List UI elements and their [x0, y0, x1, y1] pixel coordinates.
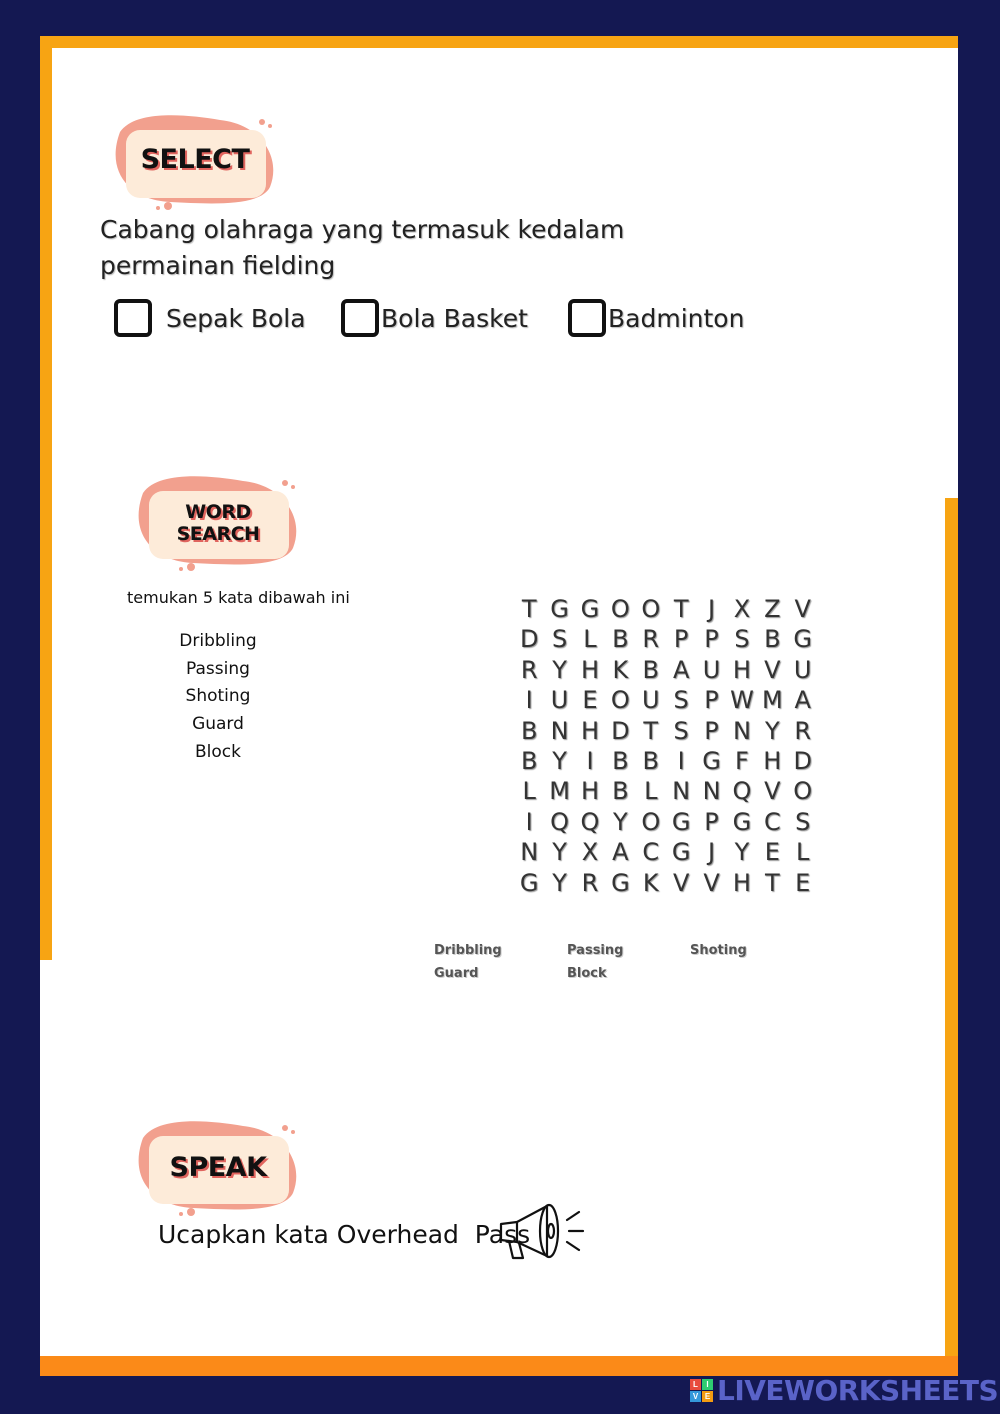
- grid-cell[interactable]: L: [522, 777, 536, 806]
- checkbox[interactable]: [114, 299, 152, 337]
- grid-cell[interactable]: G: [519, 868, 539, 897]
- grid-cell[interactable]: U: [550, 686, 569, 715]
- grid-cell[interactable]: Y: [552, 838, 567, 867]
- word-search-title-line2: SEARCH: [176, 523, 260, 545]
- grid-row: [514, 624, 818, 654]
- grid-cell[interactable]: N: [672, 777, 691, 806]
- grid-cell[interactable]: T: [521, 595, 537, 623]
- grid-cell[interactable]: P: [673, 625, 689, 654]
- logo-letter: E: [702, 1391, 713, 1402]
- grid-cell[interactable]: M: [761, 686, 783, 715]
- grid-cell[interactable]: U: [641, 686, 660, 715]
- logo-letter: I: [702, 1379, 713, 1390]
- grid-cell[interactable]: D: [519, 625, 539, 654]
- answer-word[interactable]: Shoting: [690, 943, 747, 958]
- word-list-item: Block: [195, 741, 241, 762]
- grid-cell[interactable]: B: [520, 716, 538, 745]
- grid-cell[interactable]: X: [581, 838, 599, 867]
- grid-row: [514, 655, 818, 685]
- grid-cell[interactable]: O: [793, 777, 813, 806]
- grid-cell[interactable]: O: [610, 686, 630, 715]
- grid-cell[interactable]: A: [794, 686, 811, 715]
- grid-cell[interactable]: H: [580, 655, 599, 684]
- grid-cell[interactable]: W: [730, 686, 754, 715]
- grid-cell[interactable]: G: [793, 625, 813, 654]
- logo-letter: V: [690, 1391, 701, 1402]
- grid-cell[interactable]: G: [550, 595, 569, 623]
- answer-word[interactable]: Block: [567, 966, 607, 981]
- grid-row: [514, 594, 818, 624]
- answer-word[interactable]: Guard: [434, 966, 479, 981]
- select-title: SELECT: [140, 144, 250, 175]
- grid-cell[interactable]: G: [671, 807, 691, 836]
- grid-cell[interactable]: L: [796, 838, 810, 867]
- megaphone-icon[interactable]: [497, 1198, 589, 1266]
- grid-cell[interactable]: Q: [580, 807, 600, 836]
- grid-cell[interactable]: R: [581, 868, 599, 897]
- checkbox[interactable]: [568, 299, 606, 337]
- option-label: Bola Basket: [381, 303, 528, 333]
- grid-cell[interactable]: S: [795, 807, 811, 836]
- select-badge: [110, 112, 280, 212]
- grid-cell[interactable]: E: [795, 868, 811, 897]
- grid-cell[interactable]: I: [525, 807, 533, 836]
- grid-cell[interactable]: Y: [552, 868, 567, 897]
- speak-prompt: Ucapkan kata Overhead Pass: [158, 1220, 531, 1249]
- grid-cell[interactable]: N: [520, 838, 539, 867]
- grid-cell[interactable]: Q: [550, 807, 570, 836]
- word-list-item: Dribbling: [179, 631, 257, 651]
- grid-cell[interactable]: D: [793, 746, 812, 775]
- grid-cell[interactable]: A: [612, 838, 629, 867]
- grid-cell[interactable]: B: [764, 625, 781, 654]
- grid-cell[interactable]: B: [520, 746, 538, 775]
- grid-cell[interactable]: Y: [613, 807, 628, 836]
- grid-cell[interactable]: O: [641, 807, 661, 836]
- grid-row: [514, 716, 818, 746]
- grid-cell[interactable]: B: [612, 777, 629, 806]
- grid-cell[interactable]: I: [525, 686, 533, 715]
- grid-cell[interactable]: V: [703, 868, 720, 897]
- speak-title: SPEAK: [169, 1152, 267, 1183]
- grid-cell[interactable]: S: [551, 625, 568, 654]
- grid-cell[interactable]: O: [610, 595, 630, 623]
- grid-cell[interactable]: S: [673, 686, 689, 715]
- grid-row: [514, 776, 818, 806]
- grid-cell[interactable]: J: [708, 595, 716, 623]
- word-list: [158, 628, 278, 767]
- grid-cell[interactable]: P: [704, 686, 719, 715]
- word-search-title-line1: WORD: [185, 501, 251, 523]
- grid-cell[interactable]: V: [672, 868, 690, 897]
- grid-cell[interactable]: P: [704, 625, 719, 654]
- word-list-item: Shoting: [185, 686, 251, 707]
- option-bola-basket[interactable]: [341, 296, 528, 340]
- grid-cell[interactable]: E: [582, 686, 598, 715]
- grid-cell[interactable]: L: [644, 777, 658, 806]
- grid-cell[interactable]: R: [520, 655, 538, 684]
- grid-cell[interactable]: Q: [732, 777, 752, 806]
- grid-cell[interactable]: A: [672, 655, 690, 684]
- border-right: [945, 498, 958, 1376]
- grid-cell[interactable]: T: [764, 868, 780, 897]
- grid-cell[interactable]: V: [764, 655, 781, 684]
- grid-cell[interactable]: G: [702, 746, 721, 775]
- grid-cell[interactable]: S: [734, 625, 750, 654]
- grid-cell[interactable]: G: [671, 838, 691, 867]
- grid-cell[interactable]: G: [611, 868, 630, 897]
- grid-cell[interactable]: X: [733, 595, 751, 623]
- option-label: Sepak Bola: [166, 303, 306, 333]
- answer-word[interactable]: Dribbling: [434, 943, 502, 958]
- grid-cell[interactable]: T: [643, 716, 659, 745]
- select-question: Cabang olahraga yang termasuk kedalam permainan fielding: [100, 215, 625, 280]
- brand-logo-icon: [690, 1379, 713, 1402]
- grid-cell[interactable]: U: [793, 655, 812, 684]
- border-left: [40, 36, 52, 960]
- grid-cell[interactable]: B: [612, 625, 629, 654]
- grid-cell[interactable]: H: [580, 777, 599, 806]
- grid-cell[interactable]: B: [642, 655, 659, 684]
- grid-cell[interactable]: Y: [552, 655, 567, 684]
- border-top: [40, 36, 958, 48]
- grid-cell[interactable]: F: [735, 746, 749, 775]
- liveworksheets-logo[interactable]: [690, 1373, 999, 1407]
- grid-cell[interactable]: P: [704, 807, 719, 836]
- grid-cell[interactable]: N: [732, 716, 751, 745]
- grid-cell[interactable]: V: [794, 595, 811, 623]
- word-search-title: [133, 501, 303, 545]
- grid-cell[interactable]: B: [642, 746, 659, 775]
- grid-row: [514, 746, 818, 776]
- grid-cell[interactable]: Y: [552, 746, 567, 775]
- grid-cell[interactable]: B: [612, 746, 629, 775]
- grid-cell[interactable]: Z: [764, 595, 781, 623]
- grid-cell[interactable]: I: [586, 746, 594, 775]
- grid-cell[interactable]: I: [677, 746, 685, 775]
- option-sepak-bola[interactable]: [114, 296, 306, 340]
- grid-cell[interactable]: O: [641, 595, 661, 623]
- grid-cell[interactable]: G: [732, 807, 752, 836]
- brand-name: LIVEWORKSHEETS: [717, 1373, 999, 1407]
- grid-cell[interactable]: R: [642, 625, 660, 654]
- grid-cell[interactable]: K: [612, 655, 629, 684]
- grid-cell[interactable]: L: [583, 625, 597, 654]
- checkbox[interactable]: [341, 299, 379, 337]
- letter-grid[interactable]: [514, 594, 818, 898]
- option-badminton[interactable]: [568, 296, 744, 340]
- grid-row: [514, 837, 818, 867]
- word-list-item: Guard: [192, 714, 244, 735]
- grid-cell[interactable]: Y: [764, 716, 780, 745]
- word-search-badge: [133, 473, 303, 573]
- speak-badge: [133, 1118, 303, 1218]
- grid-cell[interactable]: U: [702, 655, 721, 684]
- grid-row: [514, 807, 818, 837]
- grid-cell[interactable]: G: [580, 595, 600, 623]
- grid-cell[interactable]: H: [763, 746, 782, 775]
- grid-cell[interactable]: E: [764, 838, 780, 867]
- grid-cell[interactable]: T: [673, 595, 689, 623]
- grid-cell[interactable]: H: [732, 655, 751, 684]
- grid-cell[interactable]: C: [642, 838, 660, 867]
- grid-cell[interactable]: M: [549, 777, 570, 806]
- grid-cell[interactable]: J: [708, 838, 716, 867]
- grid-cell[interactable]: N: [702, 777, 721, 806]
- grid-cell[interactable]: S: [673, 716, 689, 745]
- grid-cell[interactable]: R: [794, 716, 812, 745]
- answer-word[interactable]: Passing: [567, 943, 624, 958]
- logo-letter: L: [690, 1379, 701, 1390]
- grid-cell[interactable]: Y: [734, 838, 750, 867]
- grid-cell[interactable]: N: [550, 716, 569, 745]
- grid-row: [514, 685, 818, 715]
- grid-cell[interactable]: H: [580, 716, 599, 745]
- grid-cell[interactable]: C: [763, 807, 781, 836]
- grid-cell[interactable]: H: [732, 868, 751, 897]
- grid-cell[interactable]: K: [642, 868, 659, 897]
- option-label: Badminton: [608, 303, 745, 333]
- word-search-instruction: temukan 5 kata dibawah ini: [127, 588, 350, 607]
- grid-row: [514, 868, 818, 898]
- grid-cell[interactable]: P: [704, 716, 719, 745]
- word-list-item: Passing: [186, 658, 250, 679]
- grid-cell[interactable]: D: [611, 716, 630, 745]
- grid-cell[interactable]: V: [764, 777, 781, 806]
